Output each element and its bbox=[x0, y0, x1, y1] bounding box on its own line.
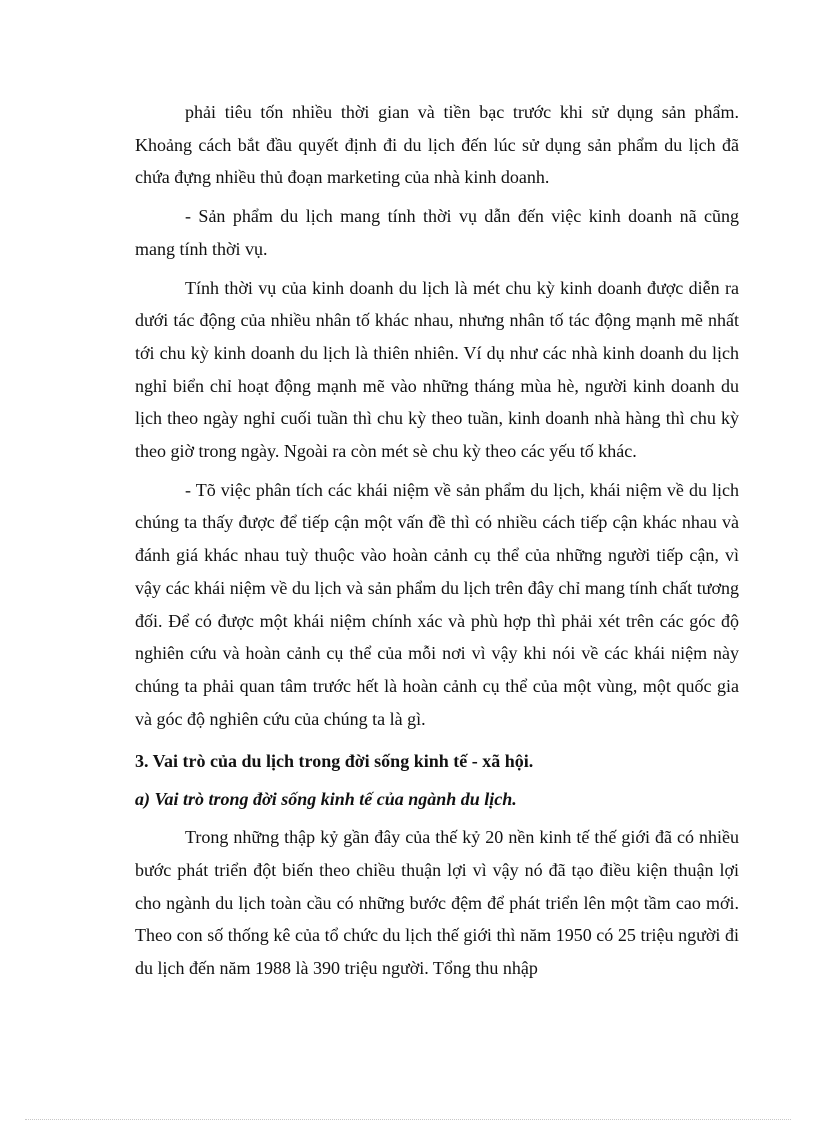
paragraph-seasonality-detail: Tính thời vụ của kinh doanh du lịch là mét chu kỳ kinh doanh được diễn ra dưới tác động của nhiều nhân tố khác nhau, nhưng nhân tố tác động mạnh mẽ nhất tới chu kỳ kinh doanh du lịch là thiên nhiên. Ví dụ như các nhà kinh doanh du lịch nghỉ biển chỉ hoạt động mạnh mẽ vào những tháng mùa hè, người kinh doanh du lịch theo ngày nghỉ cuối tuần thì chu kỳ theo tuần, kinh doanh nhà hàng thì chu kỳ theo giờ trong ngày. Ngoài ra còn mét sè chu kỳ theo các yếu tố khác. bbox=[135, 277, 739, 462]
subsection-heading: a) Vai trò trong đời sống kinh tế của ngành du lịch. bbox=[135, 789, 517, 810]
footer-dotted-rule bbox=[25, 1119, 791, 1120]
page-body bbox=[135, 96, 739, 985]
section-heading: 3. Vai trò của du lịch trong đời sống kinh tế - xã hội. bbox=[135, 751, 534, 772]
paragraph-concept-analysis: - Tõ việc phân tích các khái niệm về sản phẩm du lịch, khái niệm về du lịch chúng ta thấy được để tiếp cận một vấn đề thì có nhiều cách tiếp cận khác nhau và đánh giá khác nhau tuỳ thuộc vào hoàn cảnh cụ thể của những người tiếp cận, vì vậy các khái niệm về du lịch và sản phẩm du lịch trên đây chỉ mang tính chất tương đối. Để có được một khái niệm chính xác và phù hợp thì phải xét trên các góc độ nghiên cứu và hoàn cảnh cụ thể của mỗi nơi vì vậy khi nói về các khái niệm này chúng ta phải quan tâm trước hết là hoàn cảnh cụ thể của một vùng, một quốc gia và góc độ nghiên cứu của chúng ta là gì. bbox=[135, 479, 739, 729]
paragraph-continuation: phải tiêu tốn nhiều thời gian và tiền bạc trước khi sử dụng sản phẩm. Khoảng cách bắt đầu quyết định đi du lịch đến lúc sử dụng sản phẩm du lịch đã chứa đựng nhiều thủ đoạn marketing của nhà kinh doanh. bbox=[135, 102, 739, 188]
paragraph-seasonality-point: - Sản phẩm du lịch mang tính thời vụ dẫn đến việc kinh doanh nã cũng mang tính thời vụ. bbox=[135, 206, 739, 259]
paragraph-economic-role: Trong những thập kỷ gần đây của thế kỷ 20 nền kinh tế thế giới đã có nhiều bước phát triển đột biến theo chiều thuận lợi vì vậy nó đã tạo điều kiện thuận lợi cho ngành du lịch toàn cầu có những bước đệm để phát triển lên một tầm cao mới. Theo con số thống kê của tổ chức du lịch thế giới thì năm 1950 có 25 triệu người đi du lịch đến năm 1988 là 390 triệu người. Tổng thu nhập bbox=[135, 827, 739, 979]
